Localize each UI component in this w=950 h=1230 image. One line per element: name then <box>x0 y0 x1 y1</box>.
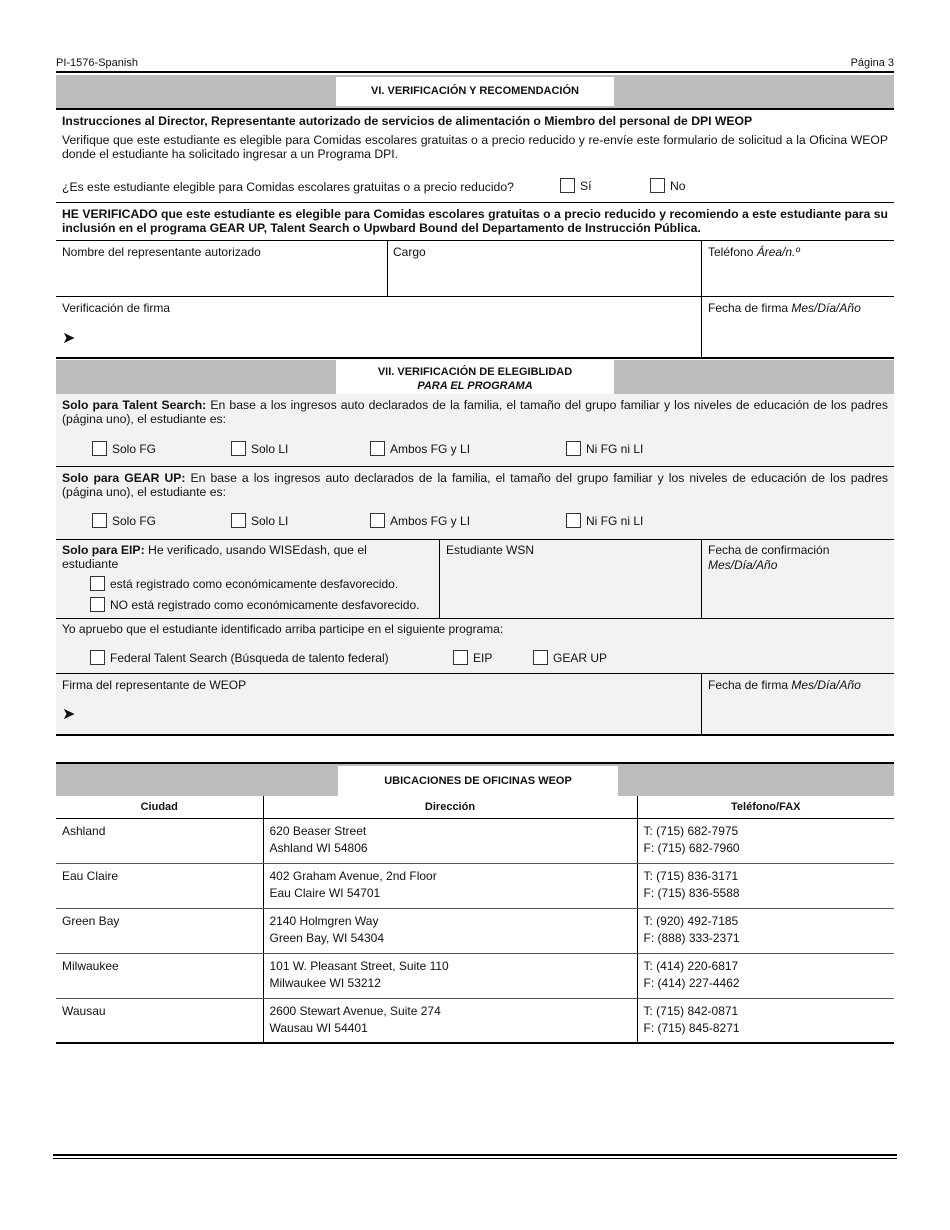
signature-field[interactable]: Verificación de firma <box>62 301 171 315</box>
eip-text: Solo para EIP: He verificado, usando WISEdash, que el estudiante <box>62 543 367 571</box>
section-7-title: VII. VERIFICACIÓN DE ELEGIBLIDAD PARA EL PROGRAMA <box>336 360 614 394</box>
sign-date-field[interactable]: Fecha de firma Mes/Día/Año <box>708 301 861 315</box>
gu-option-solo-fg[interactable]: Solo FG <box>92 513 156 528</box>
gu-option-ambos[interactable]: Ambos FG y LI <box>370 513 470 528</box>
divider <box>56 734 894 736</box>
title-field[interactable]: Cargo <box>393 245 426 259</box>
checkbox[interactable] <box>90 650 105 665</box>
yes-option[interactable]: Sí <box>560 178 592 193</box>
talent-search-text: Solo para Talent Search: En base a los ingresos auto declarados de la familia, el tamaño del grupo familiar y los niveles de educación de los padres (página uno), el estudiante es: <box>62 398 888 426</box>
checkbox[interactable] <box>90 576 105 591</box>
divider <box>56 240 894 241</box>
footer-rule <box>53 1158 897 1159</box>
col-header-city: Ciudad <box>56 796 263 818</box>
checkbox[interactable] <box>92 441 107 456</box>
checkbox[interactable] <box>370 513 385 528</box>
gear-up-text: Solo para GEAR UP: En base a los ingresos auto declarados de la familia, el tamaño del grupo familiar y los niveles de educación de los padres (página uno), el estudiante es: <box>62 471 889 499</box>
program-eip[interactable]: EIP <box>453 650 492 665</box>
divider <box>56 618 894 619</box>
table-row: Ashland 620 Beaser Street Ashland WI 54806 T: (715) 682-7975 F: (715) 682-7960 <box>56 818 894 863</box>
ts-option-solo-fg[interactable]: Solo FG <box>92 441 156 456</box>
checkbox[interactable] <box>92 513 107 528</box>
phone-field[interactable]: Teléfono Área/n.º <box>708 245 800 259</box>
table-row: Eau Claire 402 Graham Avenue, 2nd Floor Eau Claire WI 54701 T: (715) 836-3171 F: (715) 836-5588 <box>56 863 894 908</box>
table-row: Green Bay 2140 Holmgren Way Green Bay, WI 54304 T: (920) 492-7185 F: (888) 333-2371 <box>56 908 894 953</box>
ts-option-ambos[interactable]: Ambos FG y LI <box>370 441 470 456</box>
divider <box>56 673 894 674</box>
no-checkbox[interactable] <box>650 178 665 193</box>
checkbox[interactable] <box>231 513 246 528</box>
page-number: Página 3 <box>850 57 894 69</box>
approve-text: Yo apruebo que el estudiante identificado arriba participe en el siguiente programa: <box>62 622 504 636</box>
ts-option-ni[interactable]: Ni FG ni LI <box>566 441 643 456</box>
program-federal-talent-search[interactable]: Federal Talent Search (Búsqueda de talento federal) <box>90 650 389 665</box>
checkbox[interactable] <box>533 650 548 665</box>
confirm-date-field[interactable]: Fecha de confirmación Mes/Día/Año <box>708 543 830 572</box>
checkbox[interactable] <box>453 650 468 665</box>
offices-title: UBICACIONES DE OFICINAS WEOP <box>338 766 618 796</box>
weop-sign-date-field[interactable]: Fecha de firma Mes/Día/Año <box>708 678 861 692</box>
divider <box>56 71 894 73</box>
rep-name-field[interactable]: Nombre del representante autorizado <box>62 245 261 259</box>
footer-rule <box>53 1154 897 1156</box>
table-row: Milwaukee 101 W. Pleasant Street, Suite 110 Milwaukee WI 53212 T: (414) 220-6817 F: (414) 227-4462 <box>56 953 894 998</box>
checkbox[interactable] <box>231 441 246 456</box>
wsn-field[interactable]: Estudiante WSN <box>446 543 535 557</box>
arrow-icon: ➤ <box>62 330 76 347</box>
divider <box>56 108 894 110</box>
section-6-band <box>56 75 894 108</box>
offices-band <box>56 764 894 796</box>
no-option[interactable]: No <box>650 178 686 193</box>
checkbox[interactable] <box>566 441 581 456</box>
eip-option-registered[interactable]: está registrado como económicamente desfavorecido. <box>90 576 398 591</box>
arrow-icon: ➤ <box>62 706 76 723</box>
verified-statement: HE VERIFICADO que este estudiante es elegible para Comidas escolares gratuitas o a precio reducido y recomiendo a este estudiante para su inclusión en el programa GEAR UP, Talent Search o Upwbard Bound del Departamento de Instrucción Pública. <box>62 207 888 235</box>
divider <box>56 202 894 203</box>
gu-option-solo-li[interactable]: Solo LI <box>231 513 288 528</box>
instructions-text: Verifique que este estudiante es elegible para Comidas escolares gratuitas o a precio reducido y re-envíe este formulario de solicitud a la Oficina WEOP donde el estudiante ha solicitado ingresar a un Programa DPI. <box>62 133 888 161</box>
offices-table <box>56 796 894 1044</box>
table-row: Wausau 2600 Stewart Avenue, Suite 274 Wausau WI 54401 T: (715) 842-0871 F: (715) 845-8271 <box>56 998 894 1043</box>
checkbox[interactable] <box>370 441 385 456</box>
form-id: PI-1576-Spanish <box>56 57 138 69</box>
checkbox[interactable] <box>566 513 581 528</box>
divider <box>56 466 894 467</box>
program-gear-up[interactable]: GEAR UP <box>533 650 607 665</box>
col-header-phone: Teléfono/FAX <box>637 796 894 818</box>
checkbox[interactable] <box>90 597 105 612</box>
instructions-title: Instrucciones al Director, Representante autorizado de servicios de alimentación o Miembro del personal de DPI WEOP <box>62 114 753 128</box>
gu-option-ni[interactable]: Ni FG ni LI <box>566 513 643 528</box>
ts-option-solo-li[interactable]: Solo LI <box>231 441 288 456</box>
section-6-title: VI. VERIFICACIÓN Y RECOMENDACIÓN <box>336 77 614 106</box>
divider <box>56 296 894 297</box>
eligibility-question: ¿Es este estudiante elegible para Comidas escolares gratuitas o a precio reducido? <box>62 180 514 194</box>
yes-checkbox[interactable] <box>560 178 575 193</box>
weop-signature-field[interactable]: Firma del representante de WEOP <box>62 678 247 692</box>
eip-option-not-registered[interactable]: NO está registrado como económicamente desfavorecido. <box>90 597 420 612</box>
divider <box>56 357 894 359</box>
col-header-address: Dirección <box>263 796 637 818</box>
divider <box>56 539 894 540</box>
section-7-band <box>56 360 894 394</box>
